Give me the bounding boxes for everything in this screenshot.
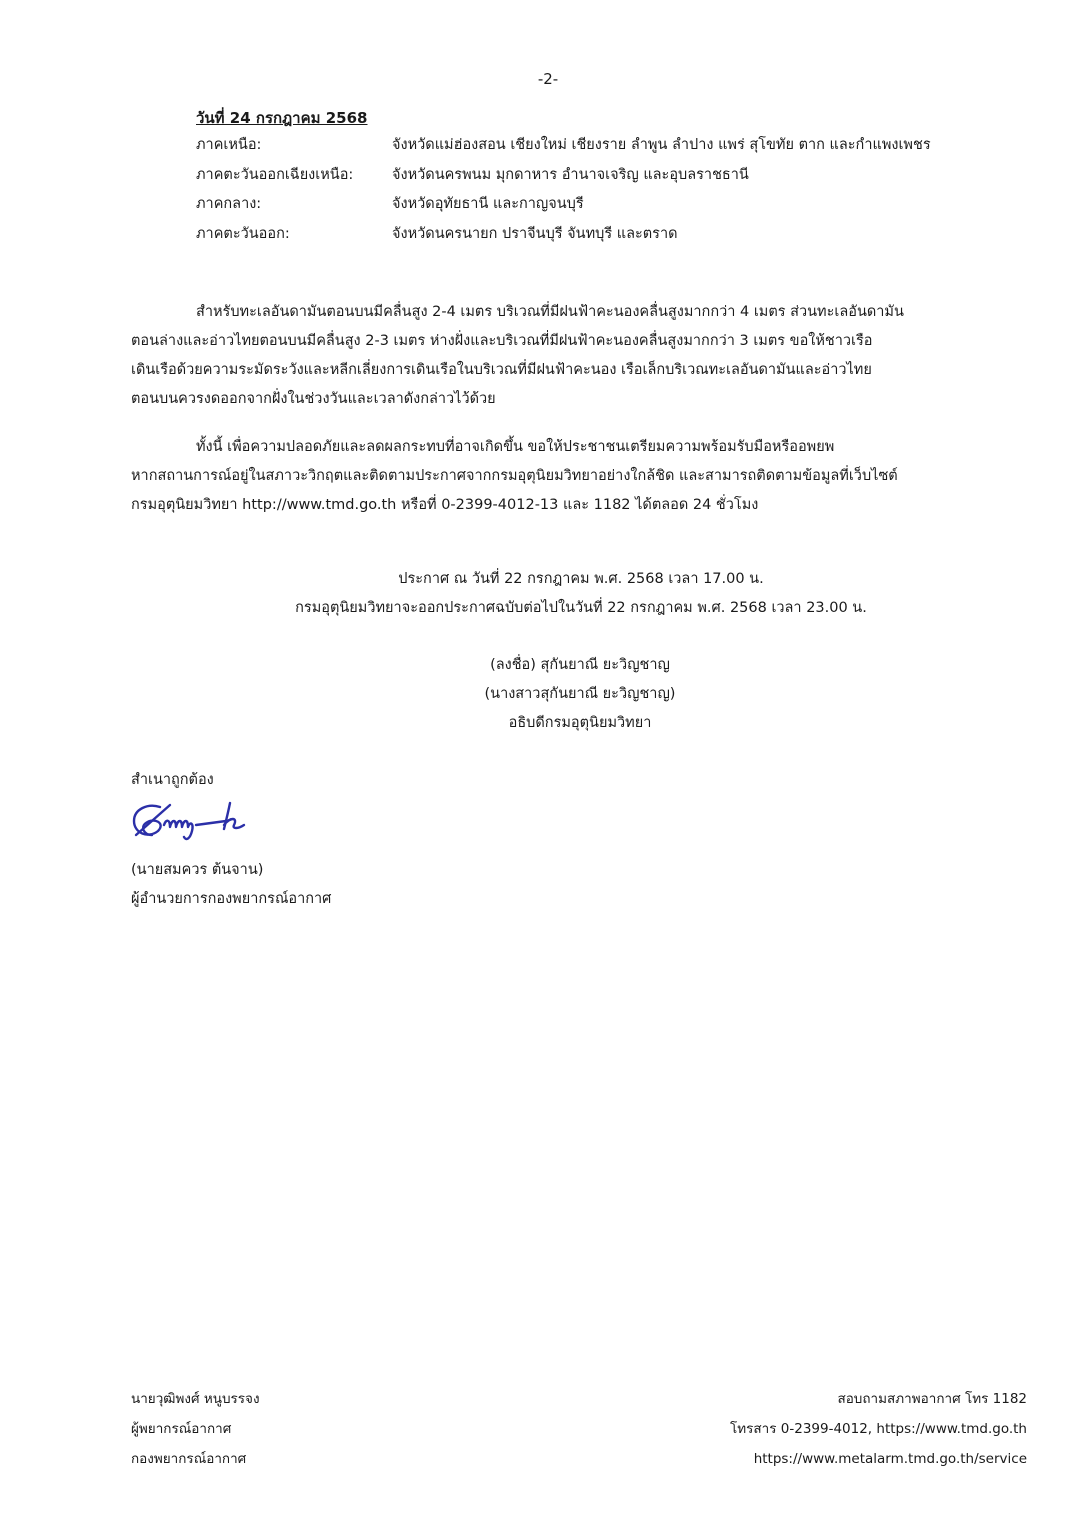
paragraph-line: กรมอุตุนิยมวิทยา http://www.tmd.go.th หรือที่ 0-2399-4012-13 และ 1182 ได้ตลอด 24 ชั่วโมง: [131, 497, 759, 513]
signatory-title: อธิบดีกรมอุตุนิยมวิทยา: [508, 715, 652, 731]
forecaster-title: ผู้พยากรณ์อากาศ: [131, 1421, 232, 1437]
region-provinces: จังหวัดนครพนม มุกดาหาร อำนาจเจริญ และอุบลราชธานี: [392, 166, 749, 183]
signatory-block: [410, 651, 750, 738]
copy-certifier-position: ผู้อำนวยการกองพยากรณ์อากาศ: [131, 891, 332, 907]
contact-fax-website: โทรสาร 0-2399-4012, https://www.tmd.go.th: [730, 1421, 1027, 1437]
region-provinces: จังหวัดอุทัยธานี และกาญจนบุรี: [392, 196, 584, 212]
paragraph-line: เดินเรือด้วยความระมัดระวังและหลีกเลี่ยงการเดินเรือในบริเวณที่มีฝนฟ้าคะนอง เรือเล็กบริเวณทะเลอันดามันและอ่าวไทย: [131, 362, 872, 378]
safety-advice-paragraph: [131, 433, 971, 520]
copy-certifier: [131, 856, 331, 914]
region-provinces: จังหวัดนครนายก ปราจีนบุรี จันทบุรี และตราด: [392, 225, 678, 242]
announcement-next: กรมอุตุนิยมวิทยาจะออกประกาศฉบับต่อไปในวันที่ 22 กรกฎาคม พ.ศ. 2568 เวลา 23.00 น.: [295, 600, 867, 616]
paragraph-line: ทั้งนี้ เพื่อความปลอดภัยและลดผลกระทบที่อาจเกิดขึ้น ขอให้ประชาชนเตรียมความพร้อมรับมือหรืออพยพ: [196, 439, 835, 455]
paragraph-line: สำหรับทะเลอันดามันตอนบนมีคลื่นสูง 2-4 เมตร บริเวณที่มีฝนฟ้าคะนองคลื่นสูงมากกว่า 4 เมตร ส่วนทะเลอันดามัน: [196, 304, 904, 320]
region-name: ภาคกลาง:: [196, 196, 262, 212]
contact-phone: สอบถามสภาพอากาศ โทร 1182: [837, 1391, 1027, 1407]
region-row-east: [196, 222, 976, 252]
copy-certifier-name: (นายสมควร ต้นจาน): [131, 862, 264, 878]
forecaster-division: กองพยากรณ์อากาศ: [131, 1451, 247, 1467]
forecaster-name: นายวุฒิพงศ์ หนูบรรจง: [131, 1391, 260, 1407]
region-provinces: จังหวัดแม่ฮ่องสอน เชียงใหม่ เชียงราย ลำพูน ลำปาง แพร่ สุโขทัย ตาก และกำแพงเพชร: [392, 137, 931, 153]
paragraph-line: ตอนล่างและอ่าวไทยตอนบนมีคลื่นสูง 2-3 เมตร ห่างฝั่งและบริเวณที่มีฝนฟ้าคะนองคลื่นสูงมากกว่า 3 เมตร ขอให้ชาวเรือ: [131, 333, 873, 349]
signatory-signed: (ลงชื่อ) สุกันยาณี ยะวิญชาญ: [490, 657, 670, 673]
signatory-full-name: (นางสาวสุกันยาณี ยะวิญชาญ): [484, 686, 676, 702]
marine-warning-paragraph: [131, 298, 971, 414]
paragraph-line: ตอนบนควรงดออกจากฝั่งในช่วงวันและเวลาดังกล่าวไว้ด้วย: [131, 391, 496, 407]
contact-service-link: https://www.metalarm.tmd.go.th/service: [753, 1451, 1027, 1467]
footer-contact: [730, 1384, 1027, 1474]
paragraph-line: หากสถานการณ์อยู่ในสภาวะวิกฤตและติดตามประกาศจากกรมอุตุนิยมวิทยาอย่างใกล้ชิด และสามารถติดตามข้อมูลที่เว็บไซต์: [131, 468, 898, 484]
copy-certified-label: สำเนาถูกต้อง: [131, 772, 214, 788]
region-row-north: [196, 133, 976, 163]
region-name: ภาคเหนือ:: [196, 137, 262, 153]
footer-forecaster: [131, 1384, 260, 1474]
announcement-block: [0, 565, 1080, 623]
date-heading: วันที่ 24 กรกฎาคม 2568: [196, 109, 368, 127]
region-name: ภาคตะวันออกเฉียงเหนือ:: [196, 166, 354, 183]
announcement-issued: ประกาศ ณ วันที่ 22 กรกฎาคม พ.ศ. 2568 เวลา 17.00 น.: [398, 571, 764, 587]
handwritten-signature: [130, 795, 250, 845]
region-row-northeast: [196, 163, 976, 193]
region-name: ภาคตะวันออก:: [196, 225, 290, 242]
region-row-central: [196, 192, 976, 222]
page-number: -2-: [537, 70, 559, 88]
region-list: [196, 133, 976, 251]
